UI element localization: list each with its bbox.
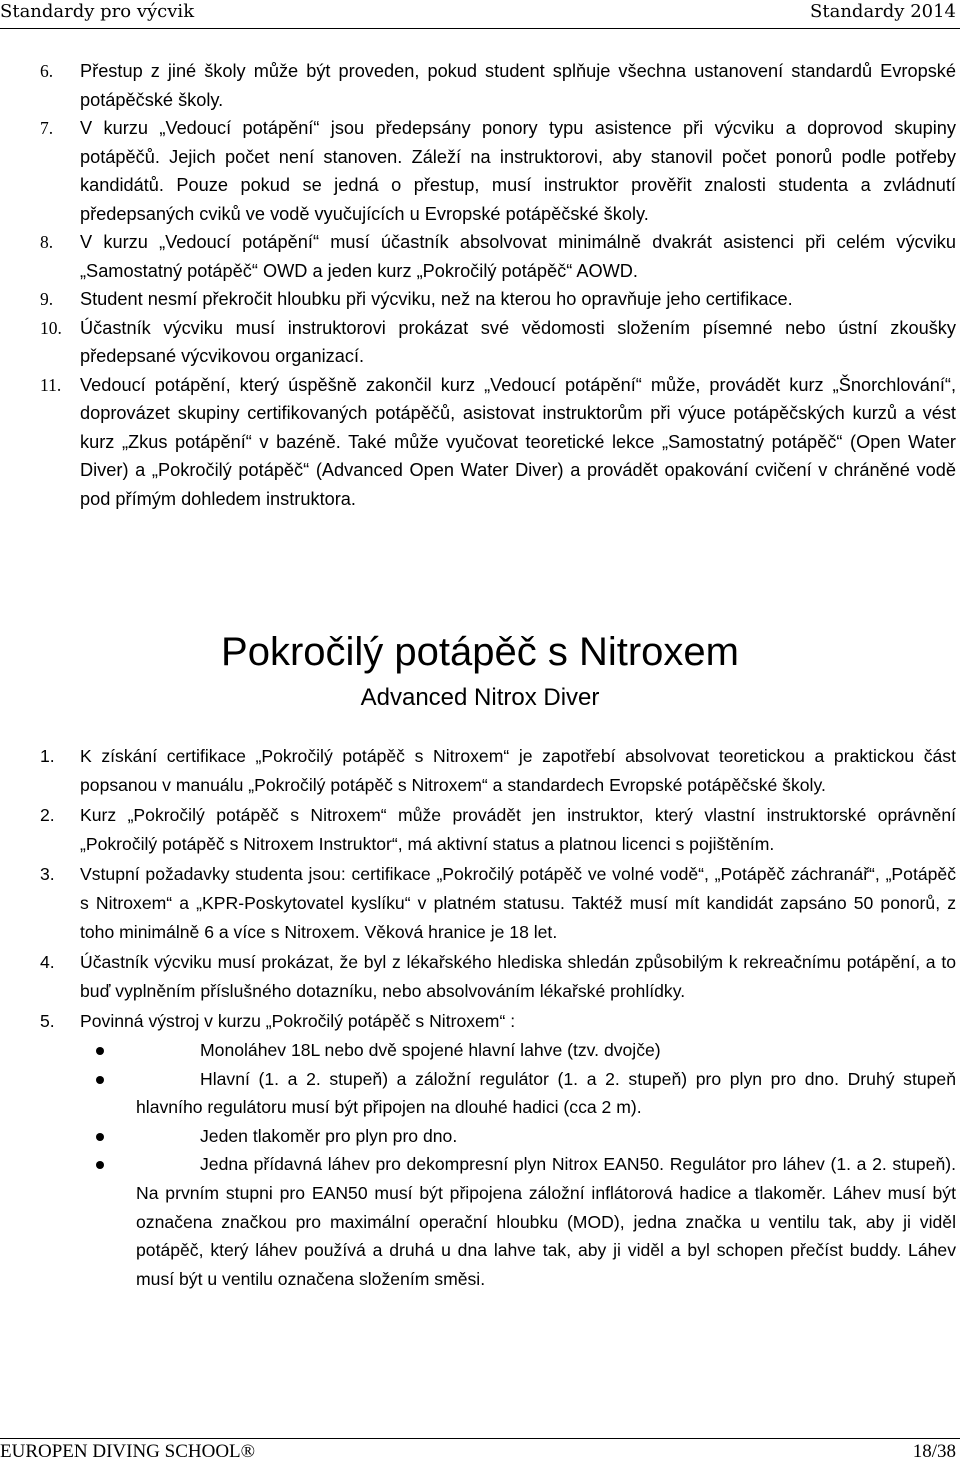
list-item-text: Účastník výcviku musí instruktorovi prokázat své vědomosti složením písemné nebo ústní zkoušky předepsané výcvikovou organizací. bbox=[80, 317, 956, 366]
list-item-text: Přestup z jiné školy může být proveden, pokud student splňuje všechna ustanovení standardů Evropské potápěčské školy. bbox=[80, 61, 956, 110]
list-item-text: Vedoucí potápění, který úspěšně zakončil kurz „Vedoucí potápění“ může, provádět kurz „Šnorchlování“, doprovázet skupiny certifikovaných potápěčů, asistovat instruktorům při výuce potápěčských kurzů a vést kurz „Zkus potápění“ v bazéně. Také může vyučovat teoretické lekce „Samostatný potápěč“ (Open Water Diver) a „Pokročilý potápěč“ (Advanced Open Water Diver) a provádět opakování cvičení v chráněné vodě pod přímým dohledem instruktora. bbox=[80, 374, 956, 509]
bullet-item-text-content: Hlavní (1. a 2. stupeň) a záložní regulátor (1. a 2. stupeň) pro plyn pro dno. Druhý stupeň hlavního regulátoru musí být připojen na dlouhé hadici (cca 2 m). bbox=[136, 1068, 956, 1118]
bullet-dot-icon bbox=[96, 1076, 104, 1084]
list-item-text: Povinná výstroj v kurzu „Pokročilý potápěč s Nitroxem“ : bbox=[80, 1011, 516, 1032]
list-item bbox=[0, 948, 960, 1005]
header-title-left: Standardy pro výcvik bbox=[0, 1, 195, 22]
bullet-item bbox=[0, 1150, 960, 1293]
list-item-number: 7. bbox=[40, 118, 54, 138]
page-header bbox=[0, 0, 960, 29]
list-item bbox=[0, 228, 960, 285]
list-item bbox=[0, 285, 960, 314]
list-item bbox=[0, 114, 960, 228]
list-item-text: V kurzu „Vedoucí potápění“ jsou předepsány ponory typu asistence při výcviku a doprovod skupiny potápěčů. Jejich počet není stanoven. Záleží na instruktorovi, aby stanovil počet ponorů podle potřeby kandidátů. Pouze pokud se jedná o přestup, musí instruktor prověřit znalosti studenta a zvládnutí předepsaných cviků ve vodě vyučujících u Evropské potápěčské školy. bbox=[80, 118, 956, 224]
list-item-number: 6. bbox=[40, 61, 54, 81]
list-item bbox=[0, 1007, 960, 1036]
bullet-item-text bbox=[136, 1154, 956, 1288]
requirements-list-nitrox bbox=[0, 742, 960, 1293]
bullet-item-text: Jeden tlakoměr pro plyn pro dno. bbox=[200, 1125, 458, 1146]
list-item-number: 9. bbox=[40, 289, 54, 309]
list-item-number: 1. bbox=[40, 746, 55, 766]
list-item-number: 3. bbox=[40, 864, 55, 885]
list-item-text: Kurz „Pokročilý potápěč s Nitroxem“ může provádět jen instruktor, který vlastní instruktorské oprávnění „Pokročilý potápěč s Nitroxem Instruktor“, má aktivní status a platnou licenci s pojištěním. bbox=[80, 805, 956, 854]
bullet-item bbox=[0, 1122, 960, 1151]
bullet-item bbox=[0, 1065, 960, 1122]
list-item-number: 4. bbox=[40, 952, 55, 973]
bullet-dot-icon bbox=[96, 1047, 104, 1055]
list-item bbox=[0, 314, 960, 371]
page-footer bbox=[0, 1438, 960, 1469]
equipment-bullet-list bbox=[0, 1036, 960, 1293]
list-item-number: 5. bbox=[40, 1011, 55, 1032]
bullet-item-text bbox=[136, 1069, 956, 1118]
list-item-number: 8. bbox=[40, 232, 54, 252]
bullet-item-text-content: Jedna přídavná láhev pro dekompresní plyn Nitrox EAN50. Regulátor pro láhev (1. a 2. stupeň). Na prvním stupni pro EAN50 musí být připojena záložní inflátorová hadice a tlakoměr. Láhev musí být označena značkou pro maximální operační hloubku (MOD), jedna značka u ventilu tak, aby ji viděl potápěč, který láhev používá a druhá u dna lahve tak, aby ji viděl a byl schopen přečíst buddy. Láhev musí být u ventilu označena složením směsi. bbox=[136, 1154, 956, 1289]
list-item bbox=[0, 801, 960, 858]
bullet-dot-icon bbox=[96, 1161, 104, 1169]
bullet-item-text: Monoláhev 18L nebo dvě spojené hlavní lahve (tzv. dvojče) bbox=[200, 1039, 661, 1060]
list-item bbox=[0, 860, 960, 946]
bullet-item bbox=[0, 1036, 960, 1065]
list-item-text: Vstupní požadavky studenta jsou: certifikace „Pokročilý potápěč ve volné vodě“, „Potápěč záchranář“, „Potápěč s Nitroxem“ a „KPR-Poskytovatel kyslíku“ v platném statusu. Taktéž musí mít kandidát zapsáno 50 ponorů, z toho minimálně 6 a více s Nitroxem. Věková hranice je 18 let. bbox=[80, 864, 956, 942]
list-item-text: K získání certifikace „Pokročilý potápěč s Nitroxem“ je zapotřebí absolvovat teoretickou a praktickou část popsanou v manuálu „Pokročilý potápěč s Nitroxem“ a standardech Evropské potápěčské školy. bbox=[80, 746, 956, 795]
section-subtitle: Advanced Nitrox Diver bbox=[360, 684, 600, 711]
bullet-dot-icon bbox=[96, 1133, 104, 1141]
list-item-number: 11. bbox=[40, 374, 62, 395]
list-item-text: V kurzu „Vedoucí potápění“ musí účastník absolvovat minimálně dvakrát asistenci při celém výcviku „Samostatný potápěč“ OWD a jeden kurz „Pokročilý potápěč“ AOWD. bbox=[80, 232, 956, 281]
list-item bbox=[0, 57, 960, 114]
header-title-right: Standardy 2014 bbox=[810, 1, 956, 22]
section-title: Pokročilý potápěč s Nitroxem bbox=[221, 630, 739, 674]
footer-organization: EUROPEN DIVING SCHOOL® bbox=[0, 1441, 256, 1462]
list-item bbox=[0, 742, 960, 799]
list-item-number: 10. bbox=[40, 317, 62, 338]
requirements-list-leader bbox=[0, 57, 960, 513]
footer-page-number: 18/38 bbox=[912, 1441, 956, 1462]
list-item bbox=[0, 371, 960, 514]
list-item-text: Student nesmí překročit hloubku při výcviku, než na kterou ho opravňuje jeho certifikace. bbox=[80, 289, 793, 309]
list-item-text: Účastník výcviku musí prokázat, že byl z lékařského hlediska shledán způsobilým k rekreačnímu potápění, a to buď vyplněním příslušného dotazníku, nebo absolvováním lékařské prohlídky. bbox=[80, 952, 956, 1001]
list-item-number: 2. bbox=[40, 805, 55, 826]
